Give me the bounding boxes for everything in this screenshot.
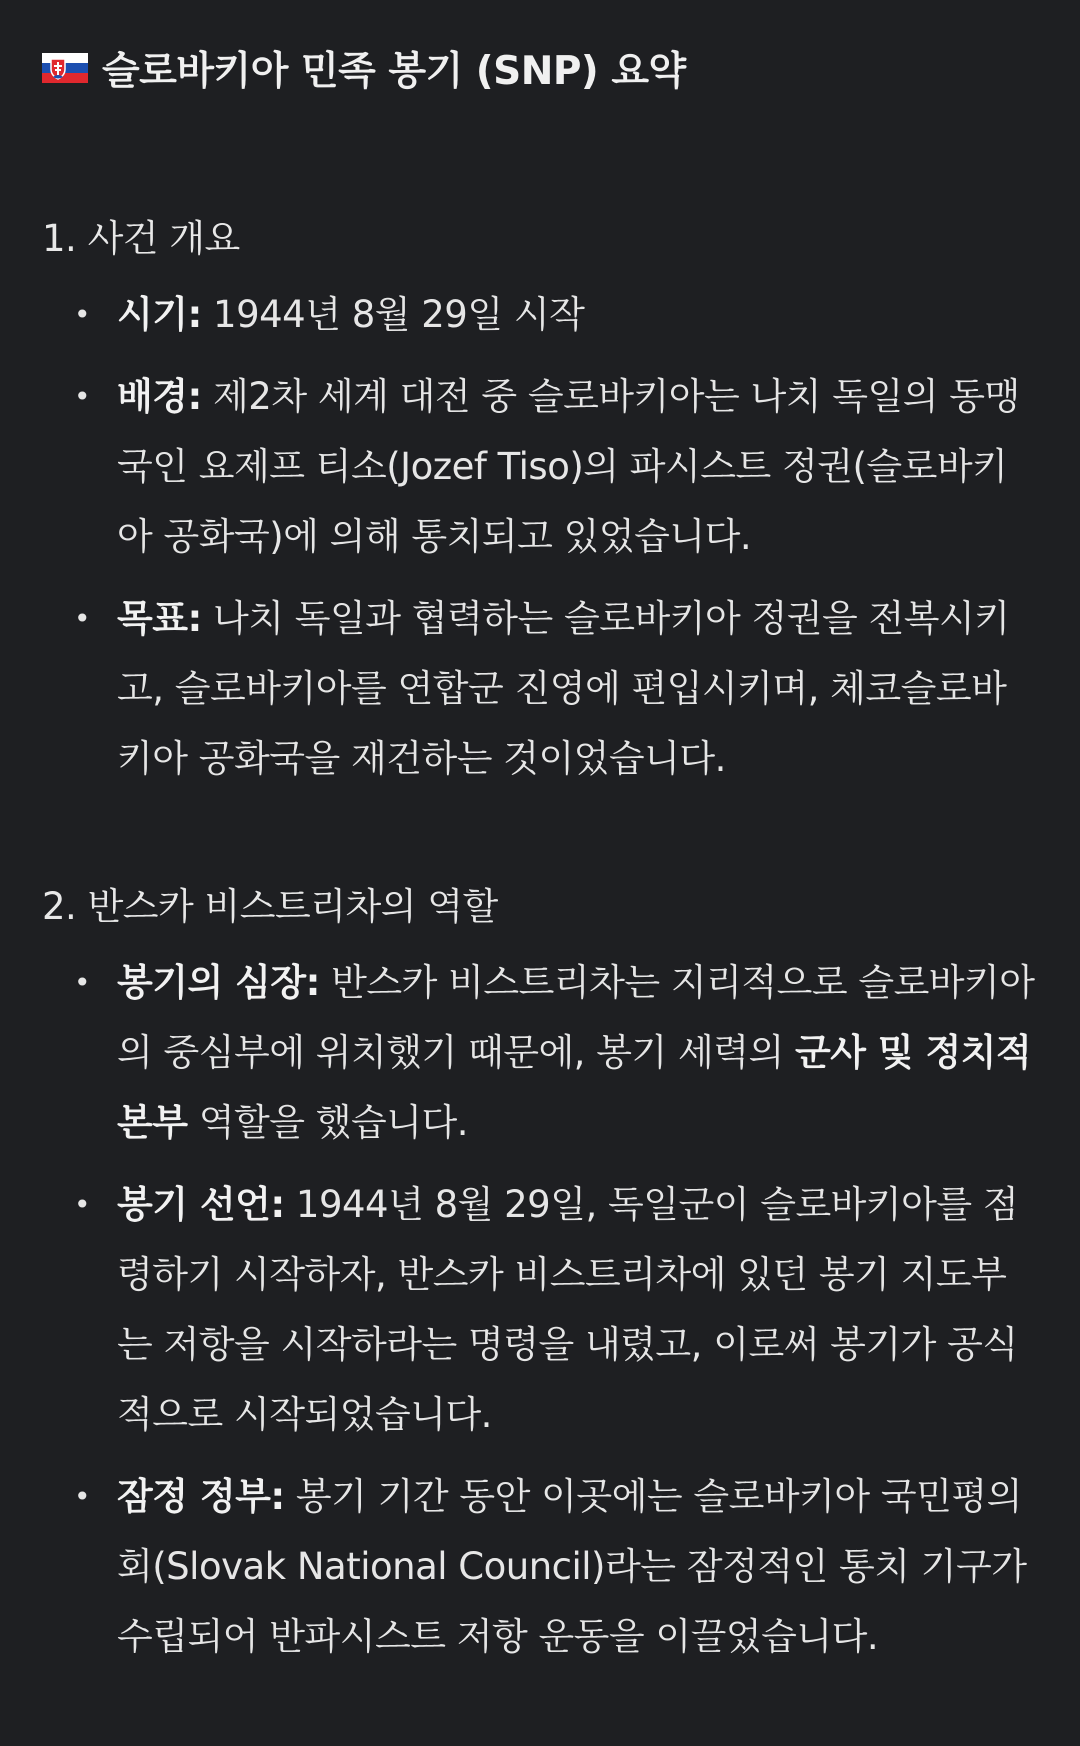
role-list bbox=[42, 948, 1040, 1672]
bullet-icon: • bbox=[74, 380, 91, 413]
item-text: 제2차 세계 대전 중 슬로바키아는 나치 독일의 동맹국인 요제프 티소(Jozef Tiso)의 파시스트 정권(슬로바키아 공화국)에 의해 통치되고 있었습니다. bbox=[117, 375, 1020, 558]
item-label: 봉기 선언: bbox=[117, 1183, 285, 1226]
item-text: 반스카 비스트리차는 지리적으로 슬로바키아의 중심부에 위치했기 때문에, 봉기 세력의 bbox=[117, 961, 1035, 1074]
slovakia-flag-icon bbox=[42, 53, 88, 83]
list-item bbox=[42, 584, 1040, 794]
item-label: 잠정 정부: bbox=[117, 1475, 285, 1518]
item-label: 목표: bbox=[117, 597, 202, 640]
list-item bbox=[42, 948, 1040, 1158]
bullet-icon: • bbox=[74, 298, 91, 331]
list-item bbox=[42, 362, 1040, 572]
item-text: 나치 독일과 협력하는 슬로바키아 정권을 전복시키고, 슬로바키아를 연합군 진영에 편입시키며, 체코슬로바키아 공화국을 재건하는 것이었습니다. bbox=[117, 597, 1010, 780]
section-heading-banska-bystrica: 2. 반스카 비스트리차의 역할 bbox=[42, 885, 498, 928]
item-text: 1944년 8월 29일 시작 bbox=[201, 293, 585, 336]
item-emphasis: 군사 및 정치적 본부 bbox=[117, 1031, 1032, 1144]
item-text-end: 역할을 했습니다. bbox=[187, 1101, 468, 1144]
bullet-icon: • bbox=[74, 602, 91, 635]
item-label: 봉기의 심장: bbox=[117, 961, 320, 1004]
item-label: 배경: bbox=[117, 375, 202, 418]
item-text: 봉기 기간 동안 이곳에는 슬로바키아 국민평의회(Slovak National Council)라는 잠정적인 통치 기구가 수립되어 반파시스트 저항 운동을 이끌었습니다. bbox=[117, 1475, 1027, 1658]
list-item bbox=[42, 1170, 1040, 1450]
title-row bbox=[42, 38, 1040, 98]
overview-list bbox=[42, 280, 1040, 794]
list-item bbox=[42, 280, 1040, 350]
section-heading-overview: 1. 사건 개요 bbox=[42, 217, 240, 260]
page-title: 슬로바키아 민족 봉기 (SNP) 요약 bbox=[102, 49, 686, 94]
bullet-icon: • bbox=[74, 1480, 91, 1513]
bullet-icon: • bbox=[74, 966, 91, 999]
item-label: 시기: bbox=[117, 293, 202, 336]
bullet-icon: • bbox=[74, 1188, 91, 1221]
item-text: 1944년 8월 29일, 독일군이 슬로바키아를 점령하기 시작하자, 반스카 비스트리차에 있던 봉기 지도부는 저항을 시작하라는 명령을 내렸고, 이로써 봉기가 공식적으로 시작되었습니다. bbox=[117, 1183, 1019, 1436]
list-item bbox=[42, 1462, 1040, 1672]
